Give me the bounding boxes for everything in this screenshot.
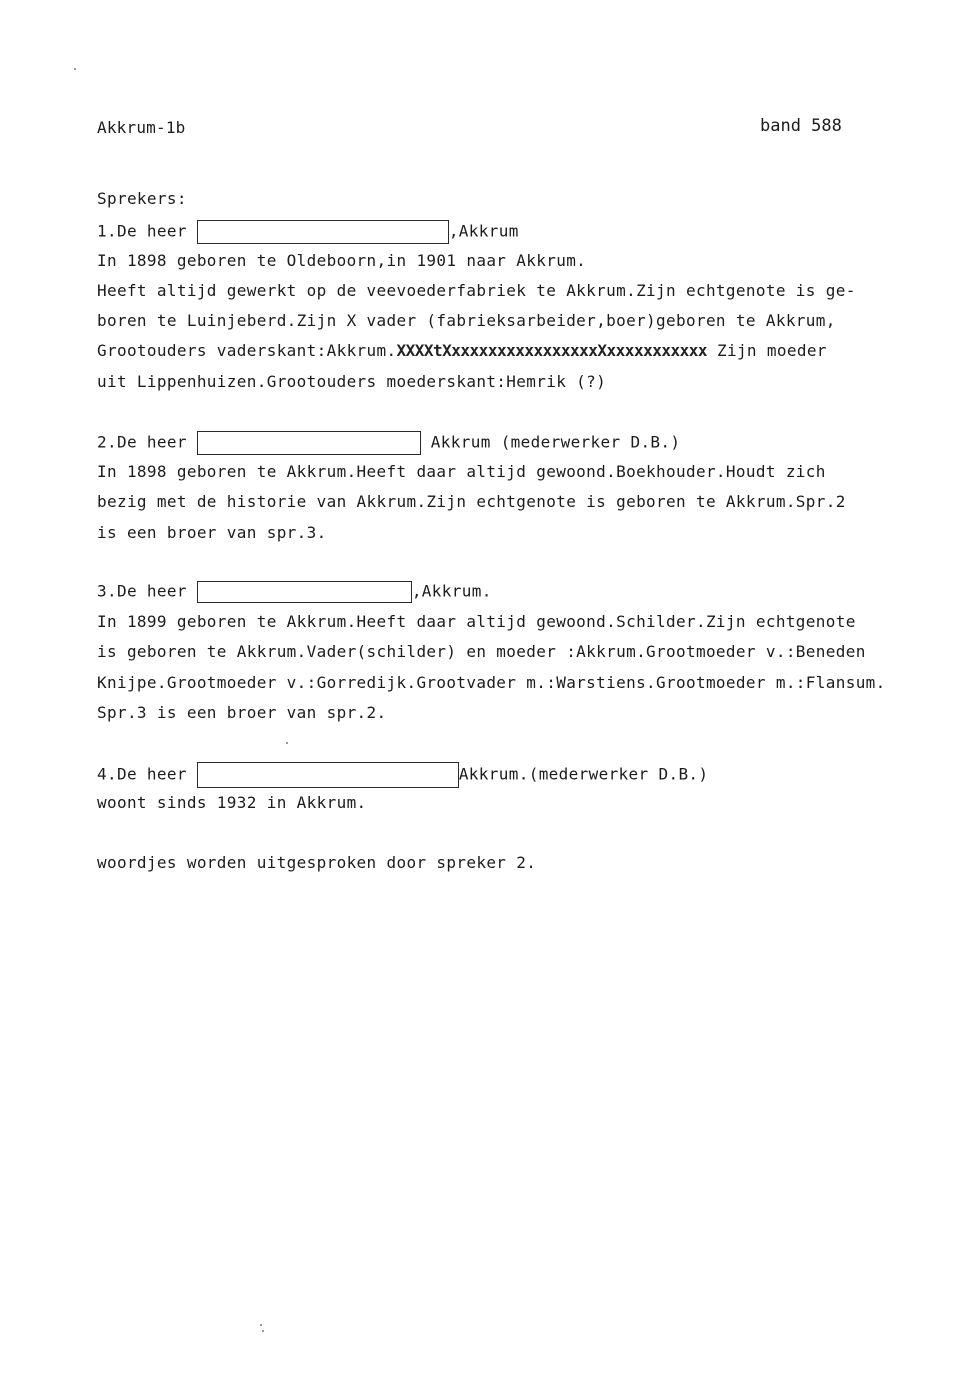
speaker-1-occupation: Heeft altijd gewerkt op de veevoederfabriek te Akkrum.Zijn echtgenote is ge-	[97, 281, 856, 300]
speaker-1-birth: In 1898 geboren te Oldeboorn,in 1901 naar Akkrum.	[97, 251, 587, 270]
speaker-3-parents: is geboren te Akkrum.Vader(schilder) en moeder :Akkrum.Grootmoeder v.:Beneden	[97, 642, 866, 661]
redacted-name-box	[197, 220, 449, 244]
speaker-1-mother-origin: uit Lippenhuizen.Grootouders moederskant:Hemrik (?)	[97, 372, 607, 391]
document-code: Akkrum-1b	[97, 118, 186, 137]
speaker-2-relation: is een broer van spr.3.	[97, 523, 327, 542]
speaker-3-grandparents: Knijpe.Grootmoeder v.:Gorredijk.Grootvader m.:Warstiens.Grootmoeder m.:Flansum.	[97, 673, 886, 692]
redacted-name-box	[197, 762, 459, 788]
speaker-3-relation: Spr.3 is een broer van spr.2.	[97, 703, 387, 722]
speaker-4-residence: woont sinds 1932 in Akkrum.	[97, 793, 367, 812]
redacted-name-box	[197, 581, 412, 603]
speaker-2-prefix: 2.De heer	[97, 432, 197, 452]
speaker-3-birth: In 1899 geboren te Akkrum.Heeft daar altijd gewoond.Schilder.Zijn echtgenote	[97, 612, 856, 631]
speaker-1-spouse-father: boren te Luinjeberd.Zijn X vader (fabrieksarbeider,boer)geboren te Akkrum,	[97, 311, 836, 330]
scan-speck	[74, 68, 76, 70]
speaker-3-prefix: 3.De heer	[97, 581, 197, 601]
speaker-2-name-line	[97, 431, 680, 455]
scan-speck	[260, 1324, 262, 1326]
speaker-1-grandparents	[97, 341, 827, 361]
scan-speck	[262, 1330, 264, 1332]
scan-speck	[286, 742, 288, 744]
section-heading: Sprekers:	[97, 189, 187, 208]
speaker-4-place: Akkrum.(mederwerker D.B.)	[458, 764, 709, 784]
speaker-2-place: Akkrum (mederwerker D.B.)	[420, 432, 681, 452]
footer-note: woordjes worden uitgesproken door spreker 2.	[97, 853, 537, 872]
speaker-1-prefix: 1.De heer	[97, 221, 197, 241]
speaker-1-mother-label: Zijn moeder	[707, 341, 827, 360]
speaker-1-name-line	[97, 220, 519, 244]
speaker-2-birth: In 1898 geboren te Akkrum.Heeft daar altijd gewoond.Boekhouder.Houdt zich	[97, 462, 826, 481]
speaker-4-prefix: 4.De heer	[97, 764, 197, 784]
speaker-1-place: ,Akkrum	[448, 221, 519, 241]
struck-out-text: XXXXtXxxxxxxxxxxxxxxxxXxxxxxxxxxxx	[396, 341, 707, 360]
speaker-3-place: ,Akkrum.	[411, 581, 492, 601]
band-number: band 588	[760, 116, 842, 136]
speaker-4-name-line	[97, 762, 708, 788]
speaker-3-name-line	[97, 581, 492, 603]
speaker-1-grandparents-paternal: Grootouders vaderskant:Akkrum.	[97, 341, 397, 360]
redacted-name-box	[197, 431, 421, 455]
speaker-2-history: bezig met de historie van Akkrum.Zijn echtgenote is geboren te Akkrum.Spr.2	[97, 492, 846, 511]
